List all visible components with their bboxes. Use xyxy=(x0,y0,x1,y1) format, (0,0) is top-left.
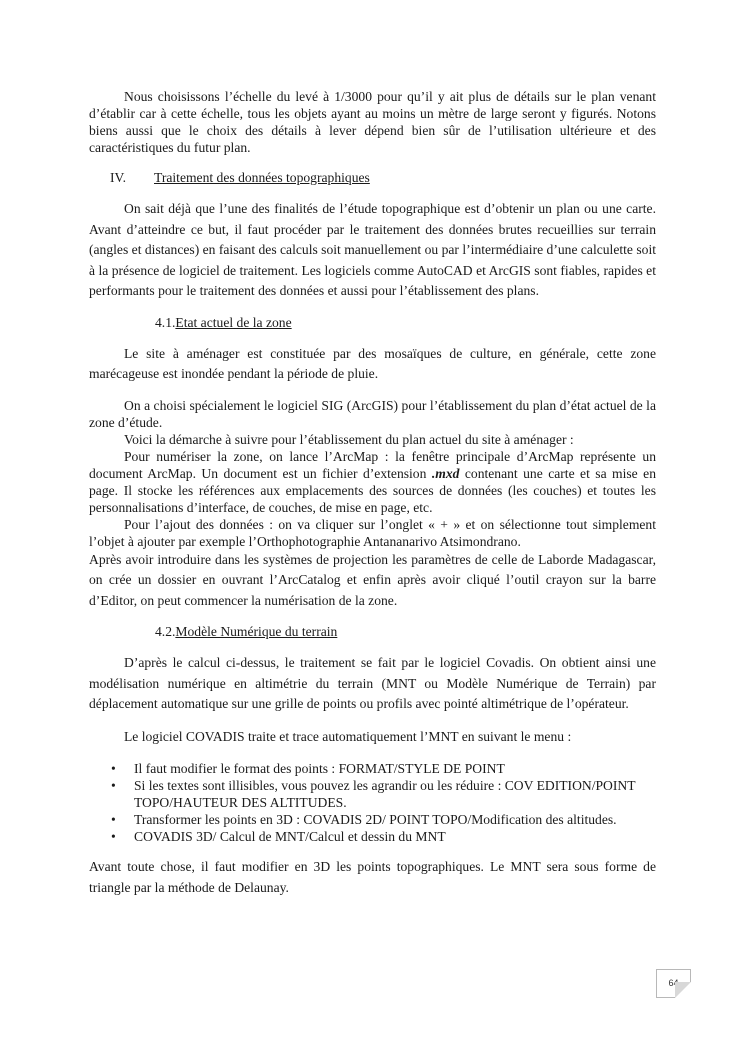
paragraph-demarche: Voici la démarche à suivre pour l’établissement du plan actuel du site à aménager : xyxy=(124,431,574,447)
page-number-box xyxy=(656,969,691,998)
bullet-dot: • xyxy=(111,829,116,844)
arcmap-text-c: contenant une carte et sa mise en page. Il stocke les références aux emplacements des sources de données (les couches) et toutes les personnalisations d’interface, de couches, de mise en page, etc. xyxy=(89,465,656,515)
paragraph-treatment: On sait déjà que l’une des finalités de l’étude topographique est d’obtenir un plan ou une carte. Avant d’atteindre ce but, il faut procéder par le traitement des données brutes recueillies sur terrain (angles et distances) en faisant des calculs soit manuellement ou par l’intermédiaire d’une calculette soit à la présence de logiciel de traitement. Les logiciels comme AutoCAD et ArcGIS sont fiables, rapides et performants pour le traitement des données et aussi pour l’établissement des plans. xyxy=(89,201,656,298)
bullet-list xyxy=(89,760,656,845)
page-curl-decoration xyxy=(675,982,691,998)
paragraph-sig: On a choisi spécialement le logiciel SIG (ArcGIS) pour l’établissement du plan d’état actuel de la zone d’étude. xyxy=(89,397,656,430)
section-heading-iv xyxy=(89,169,656,187)
paragraph-ajout: Pour l’ajout des données : on va cliquer sur l’onglet « + » et on sélectionne tout simplement l’objet à ajouter par exemple l’Orthophotographie Antananarivo Atsimondrano. xyxy=(89,516,656,549)
paragraph-site: Le site à aménager est constituée par des mosaïques de culture, en générale, cette zone marécageuse est inondée pendant la période de pluie. xyxy=(89,345,656,381)
list-item: • COVADIS 3D/ Calcul de MNT/Calcul et dessin du MNT xyxy=(111,829,446,844)
subsection-heading-4-2 xyxy=(155,623,656,641)
mxd-extension: .mxd xyxy=(431,465,460,481)
paragraph-delaunay: Avant toute chose, il faut modifier en 3D les points topographiques. Le MNT sera sous forme de triangle par la méthode de Delaunay. xyxy=(89,859,656,895)
subsection-number: 4.2. xyxy=(155,624,176,639)
paragraph-menu: Le logiciel COVADIS traite et trace automatiquement l’MNT en suivant le menu : xyxy=(124,728,572,744)
page-number: 64 xyxy=(668,978,679,988)
paragraph-arcmap xyxy=(89,448,656,516)
bullet-dot: • xyxy=(111,812,116,827)
subsection-heading-4-1 xyxy=(155,314,656,332)
section-title: Traitement des données topographiques xyxy=(154,170,370,185)
paragraph-scale: Nous choisissons l’échelle du levé à 1/3000 pour qu’il y ait plus de détails sur le plan venant d’établir car à cette échelle, tous les objets ayant au moins un mètre de large seront y figurés. Notons biens aussi que le choix des détails à lever dépend bien sûr de l’utilisation ultérieure et des caractéristiques du futur plan. xyxy=(89,89,656,155)
bullet-dot: • xyxy=(111,761,116,776)
list-item: • Transformer les points en 3D : COVADIS 2D/ POINT TOPO/Modification des altitudes. xyxy=(111,812,617,827)
page-body xyxy=(89,88,656,898)
section-number: IV. xyxy=(110,170,126,185)
subsection-title: Modèle Numérique du terrain xyxy=(175,624,338,639)
arcmap-text-a: Pour numériser la zone, on lance l’ArcMap : la fenêtre principale d’ArcMap représente un document ArcMap. Un document est un fichier d’extension xyxy=(89,448,656,481)
bullet-dot: • xyxy=(111,778,116,793)
paragraph-projection: Après avoir introduire dans les systèmes de projection les paramètres de celle de Laborde Madagascar, on crée un dossier en ouvrant l’ArcCatalog et enfin après avoir cliqué l’outil crayon sur la barre d’Editor, on peut commencer la numérisation de la zone. xyxy=(89,551,656,608)
list-item: • Si les textes sont illisibles, vous pouvez les agrandir ou les réduire : COV EDITION/POINT TOPO/HAUTEUR DES ALTITUDES. xyxy=(111,778,636,810)
list-item: • Il faut modifier le format des points : FORMAT/STYLE DE POINT xyxy=(111,761,505,776)
subsection-title: Etat actuel de la zone xyxy=(175,314,292,330)
paragraph-covadis: D’après le calcul ci-dessus, le traitement se fait par le logiciel Covadis. On obtient ainsi une modélisation numérique en altimétrie du terrain (MNT ou Modèle Numérique de Terrain) par déplacement automatique sur une grille de points ou profils avec pointé altimétrique de l’opérateur. xyxy=(89,655,656,711)
subsection-number: 4.1. xyxy=(155,314,176,330)
